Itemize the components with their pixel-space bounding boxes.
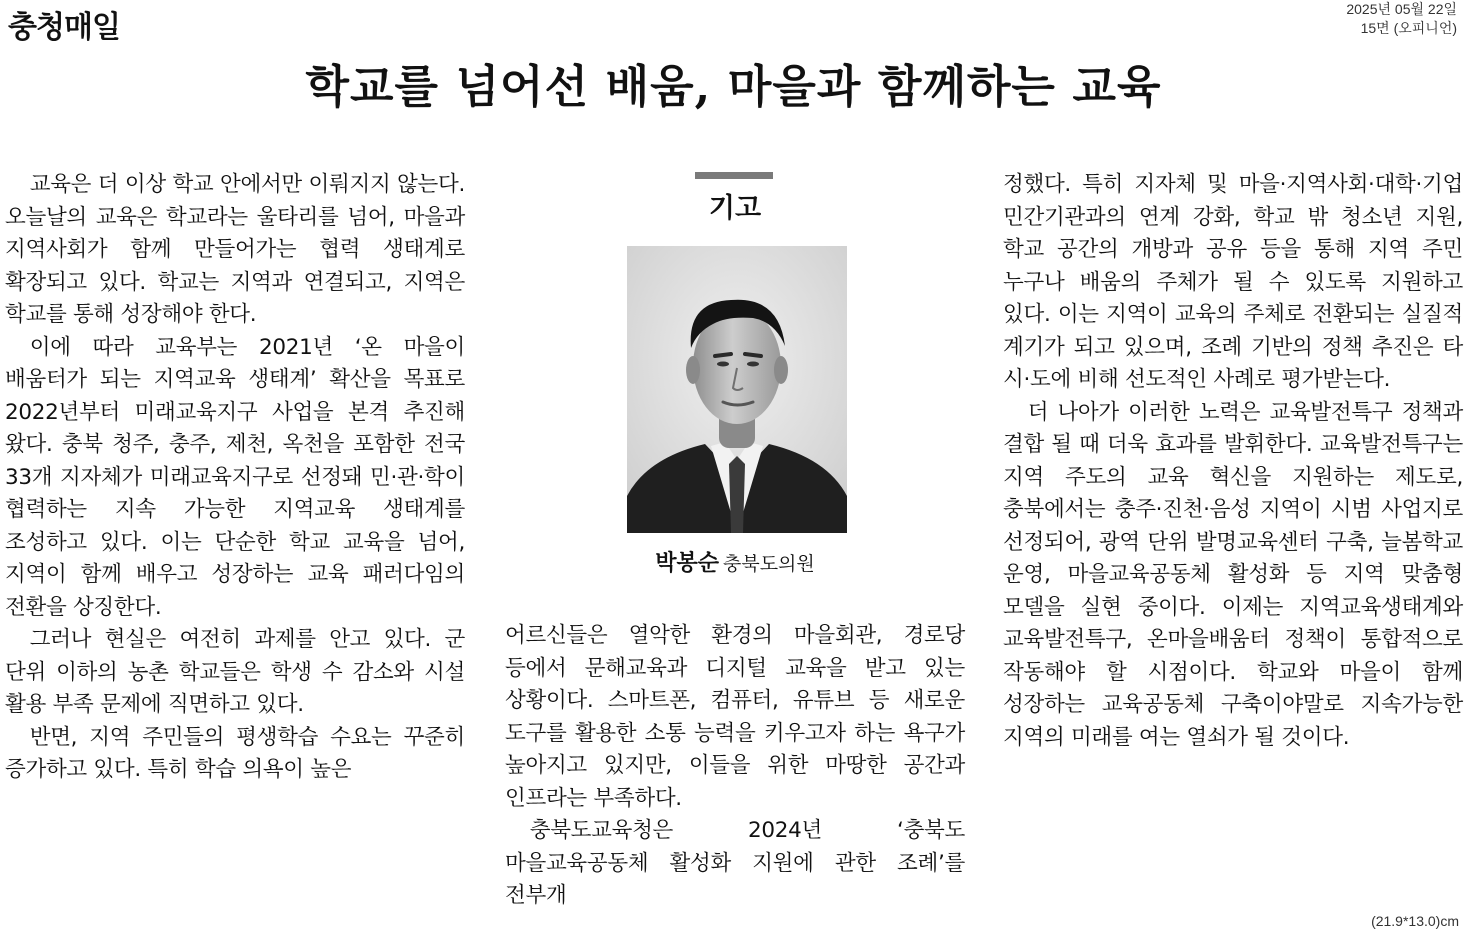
- publication-meta: [1346, 0, 1457, 38]
- author-title: 충북도의원: [722, 553, 815, 575]
- author-byline: [580, 546, 890, 577]
- paragraph: 반면, 지역 주민들의 평생학습 수요는 꾸준히 증가하고 있다. 특히 학습 의욕이 높은: [5, 724, 465, 782]
- newspaper-logo: 충청매일: [8, 10, 120, 45]
- author-name: 박봉순: [655, 551, 719, 576]
- paragraph: 어르신들은 열악한 환경의 마을회관, 경로당 등에서 문해교육과 디지털 교육을 받고 있는 상황이다. 스마트폰, 컴퓨터, 유튜브 등 새로운 도구를 활용한 소통 능력을 키우고자 하는 욕구가 높아지고 있지만, 이들을 위한 마땅한 공간과 인프라는 부족하다.: [505, 623, 965, 811]
- article-headline: 학교를 넘어선 배움, 마을과 함께하는 교육: [305, 60, 1162, 113]
- paragraph: 더 나아가 이러한 노력은 교육발전특구 정책과 결합 될 때 더욱 효과를 발휘한다. 교육발전특구는 지역 주도의 교육 혁신을 지원하는 제도로, 충북에서는 충주·진천·음성 지역이 시범 사업지로 선정되어, 광역 단위 발명교육센터 구축, 늘봄학교 운영, 마을교육공동체 활성화 등 지역 맞춤형 모델을 실현 중이다. 이제는 지역교육생태계와 교육발전특구, 온마을배움터 정책이 통합적으로 작동해야 할 시점이다. 학교와 마을이 함께 성장하는 교육공동체 구축이야말로 지속가능한 지역의 미래를 여는 열쇠가 될 것이다.: [1003, 399, 1463, 750]
- paragraph: 충북도교육청은 2024년 ‘충북도 마을교육공동체 활성화 지원에 관한 조례’를 전부개: [505, 818, 965, 908]
- section-divider: [695, 172, 773, 179]
- paragraph: 그러나 현실은 여전히 과제를 안고 있다. 군 단위 이하의 농촌 학교들은 학생 수 감소와 시설 활용 부족 문제에 직면하고 있다.: [5, 627, 465, 717]
- paragraph: 정했다. 특히 지자체 및 마을·지역사회·대학·기업 민간기관과의 연계 강화, 학교 밖 청소년 지원, 학교 공간의 개방과 공유 등을 통해 지역 주민 누구나 배움의 주체가 될 수 있도록 지원하고 있다. 이는 지역이 교육의 주체로 전환되는 실질적 계기가 되고 있으며, 조례 기반의 정책 추진은 타 시·도에 비해 선도적인 사례로 평가받는다.: [1003, 172, 1463, 392]
- section-label: 기고: [708, 193, 762, 224]
- article-column-3: [1003, 169, 1463, 754]
- publication-date: 2025년 05월 22일: [1346, 1, 1457, 17]
- article-column-1: [5, 169, 465, 787]
- page-section: 15면 (오피니언): [1360, 20, 1457, 36]
- article-column-2: [505, 620, 965, 913]
- author-photo: [627, 246, 847, 533]
- paragraph: 교육은 더 이상 학교 안에서만 이뤄지지 않는다. 오늘날의 교육은 학교라는 울타리를 넘어, 마을과 지역사회가 함께 만들어가는 협력 생태계로 확장되고 있다. 학교는 지역과 연결되고, 지역은 학교를 통해 성장해야 한다.: [5, 172, 465, 327]
- paragraph: 이에 따라 교육부는 2021년 ‘온 마을이 배움터가 되는 지역교육 생태계’ 확산을 목표로 2022년부터 미래교육지구 사업을 본격 추진해 왔다. 충북 청주, 충주, 제천, 옥천을 포함한 전국 33개 지자체가 미래교육지구로 선정돼 민·관·학이 협력하는 지속 가능한 지역교육 생태계를 조성하고 있다. 이는 단순한 학교 교육을 넘어, 지역이 함께 배우고 성장하는 교육 패러다임의 전환을 상징한다.: [5, 334, 465, 620]
- article-size-note: (21.9*13.0)cm: [1371, 913, 1459, 929]
